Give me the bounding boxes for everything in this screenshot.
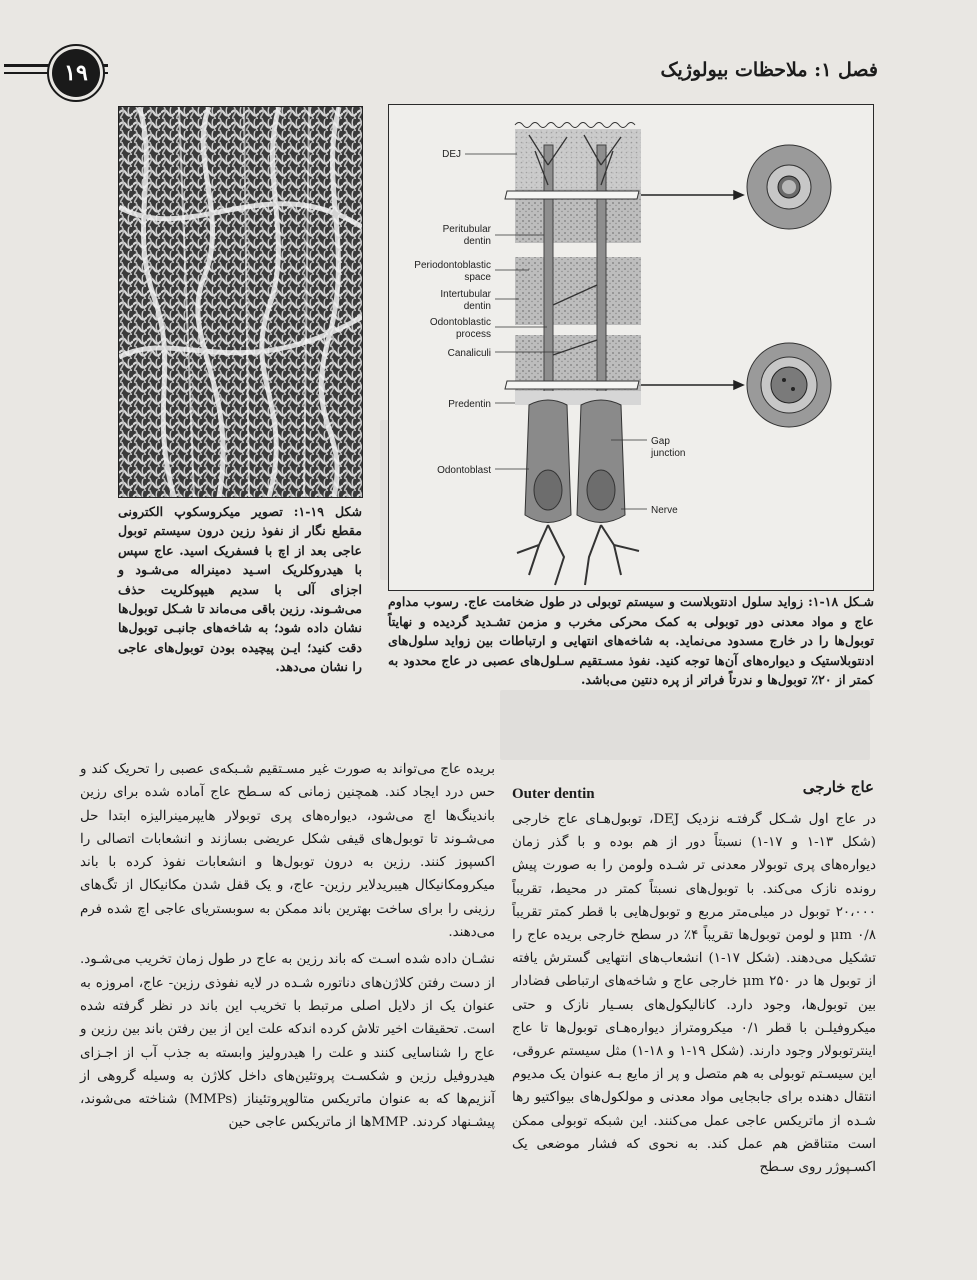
label-gap-junction: Gap [651,436,670,447]
label-intertubular-2: dentin [463,301,491,312]
figure-18-diagram [388,104,874,591]
label-peritubular-2: dentin [463,236,491,247]
label-odontoblastic-process: Odontoblastic [429,317,491,328]
sem-micrograph-icon [118,106,363,498]
paragraph: بریده عاج می‌تواند به صورت غیر مسـتقیم شـبکه‌ی عصبی را تحریک کند و حس درد ایجاد کند. همچنین زمانی که سـطح عاج آماده شده برای رزین باندینگ‌ها اچ می‌شود، دیواره‌های پری توبولار هایپرمینرالیزه ابتدا حل می‌شـوند تا توبول‌های قیفی شکل عریضی بسازند و انشعابات اتصالی را اکسپوز کنند. رزین به درون توبول‌ها و انشعابات نفوذ کرده با باند میکرومکانیکال هیبریدلایر رزین- عاج، و یک قفل شدن مکانیکال از تگ‌های رزینی را برای ساخت بهترین باند ممکن به سوبستریای عاجی اچ شده فرم می‌دهند. [80,762,495,941]
bleed-through [500,690,870,760]
figure-18-caption: شـکل ۱۸-۱: زواید سلول ادنتوبلاست و سیستم توبولی در طول ضخامت عاج. رسوب مداوم عاج و مواد معدنی دور توبولی به کمک محرکی مخرب و مزمن تشـدید گردیده و نهایتاً توبول‌ها را در خارج مسدود می‌نماید. به شاخه‌های انتهایی و ارتباطات بین زواید سلول‌های ادنتوبلاستیک و دیواره‌های آن‌ها توجه کنید. نفوذ مسـتقیم سـلول‌های عصبی در عاج محدود به کمتر از ۲۰٪ توبول‌ها و ندرتاً فراتر از پره دنتین می‌باشد. [388,594,874,687]
page-number: ۱۹ [52,49,100,97]
section-heading-en: Outer dentin [512,786,595,802]
chapter-title: فصل ۱: ملاحظات بیولوژیک [108,56,878,84]
label-gap-junction-2: junction [651,448,686,459]
label-odontoblastic-process-2: process [455,329,491,340]
label-peritubular: Peritubular [442,224,491,235]
left-column [80,758,495,1139]
section-heading-fa: عاج خارجی [802,778,874,796]
paragraph: نشـان داده شده اسـت که باند رزین به عاج در طول زمان تخریب می‌شـود. از دست رفتن کلاژن‌های دناتوره شـده در لایه نفوذی رزین- عاج، امروزه به عنوان یک از دلایل اصلی مرتبط با تخریب این باند در نظر گرفته شده است. تحقیقات اخیر تلاش کرده اندکه علت این از بین رفتن باند بین رزین و عاج را شناسایی کنند و علت را هیدرولیز وابسته به جذب آب از اجـزای هیدروفیل رزین و شکسـت پروتئین‌های داخل کلاژن به وسیله گروهی از آنزیم‌ها که به عنوان ماتریکس متالوپروتئیناز (MMPs) شناخته می‌شوند، پیشـنهاد کردند. MMPها از ماتریکس عاجی حین [80,952,495,1131]
label-periodontoblastic: Periodontoblastic [414,260,491,271]
label-predentin: Predentin [448,399,491,410]
label-intertubular: Intertubular [440,289,491,300]
figure-19-caption: شکل ۱۹-۱: تصویر میکروسکوپ الکترونی مقطع نگار از نفوذ رزین درون سیستم توبول عاجی بعد از اچ با فسفریک اسید. عاج سپس با هیدروکلریک اسـید دمینراله می‌شـود و اجزای آلی با سدیم هیپوکلریت حذف می‌شـوند. رزین باقی می‌ماند تا شـکل توبول‌ها نشان داده شود؛ به شاخه‌های جانبـی توبول‌ها دقت کنید؛ ایـن پیچیده بودن توبول‌های عاجی را نشان می‌دهد. [118,504,362,675]
right-column-paragraph: در عاج اول شـکل گرفتـه نزدیک DEJ، توبول‌هـای عاج خارجی (شکل ۱۳-۱ و ۱۷-۱) نسبتاً دور از هم بوده و با گذر زمان دیواره‌های پری توبولار معدنی تر شـده ولومن را به صورت پیش رونده نازک می‌کند. با توبول‌های نسبتاً کمتر در محیط، تقریباً ۲۰،۰۰۰ توبول در میلی‌متر مربع و توبول‌هایی با قطر کمتر تقریباً ۰/۸ μm و لومن توبول‌ها تقریباً ۴٪ در سطح خارجی بریده عاج را تشکیل می‌دهند. (شکل ۱۷-۱) انشعاب‌های انتهایی گسترش یافته از توبول ها در ۲۵۰ μm خارجی عاج و شاخه‌های ارتباطی فضادار بین توبول‌ها، وجود دارد. کانالیکول‌های بسـیار نازک و حتی میکروفیلـن با قطر ۰/۱ میکرومتراز دیواره‌هـای توبول‌ها تا عاج اینترتوبولار وجود دارند. (شکل ۱۹-۱ و ۱۸-۱) مثل سیستم عروقی، این سیسـتم توبولی به هم متصل و پر از مایع بـه عنوان یک مدیوم انتقال دهنده برای جابجایی مواد معدنی و مولکول‌های بیواکتیو رها شـده از ماتریکس عاجی عمل می‌کنند. این شبکه توبولی ممکن است متناقض هم عمل کند. به نحوی که فشار موضعی یک اکسـپوژر روی سـطح [512,812,877,1176]
label-odontoblast: Odontoblast [437,465,491,476]
label-canaliculi: Canaliculi [447,348,491,359]
label-nerve: Nerve [651,505,678,516]
label-periodontoblastic-2: space [464,272,491,283]
label-dej: DEJ [442,149,461,160]
